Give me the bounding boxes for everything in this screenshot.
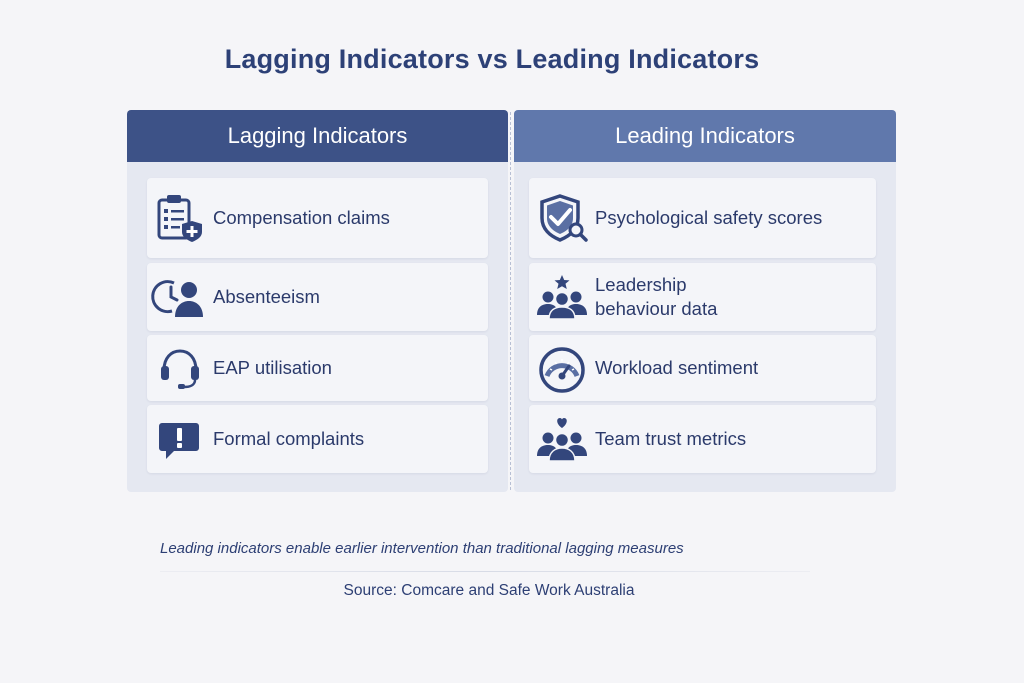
leading-panel-header: Leading Indicators xyxy=(514,110,896,162)
list-item-label: Psychological safety scores xyxy=(595,207,823,228)
list-item-psychological-safety-scores xyxy=(529,178,876,258)
page-title: Lagging Indicators vs Leading Indicators xyxy=(224,44,760,74)
gauge-icon xyxy=(529,335,595,401)
group-heart-icon xyxy=(529,405,595,473)
shield-check-magnifier-icon xyxy=(529,178,595,258)
list-item-leadership-behaviour-data xyxy=(529,263,876,331)
list-item-label: Compensation claims xyxy=(213,207,390,228)
caption: Leading indicators enable earlier intervention than traditional lagging measures xyxy=(160,540,684,557)
headset-icon xyxy=(147,335,213,401)
list-item-label: Leadership behaviour data xyxy=(595,274,718,319)
clock-person-icon xyxy=(147,263,213,331)
list-item-label: Team trust metrics xyxy=(595,428,747,449)
group-star-icon xyxy=(529,263,595,331)
list-item-team-trust-metrics xyxy=(529,405,876,473)
list-item-eap-utilisation xyxy=(147,335,488,401)
source-note: Source: Comcare and Safe Work Australia xyxy=(343,582,635,599)
separator-rule xyxy=(160,571,810,572)
list-item-label: Workload sentiment xyxy=(595,357,759,378)
leading-indicators-panel xyxy=(514,110,896,492)
exclamation-speech-bubble-icon xyxy=(147,405,213,473)
list-item-compensation-claims xyxy=(147,178,488,258)
column-divider xyxy=(510,112,511,490)
list-item-label: Formal complaints xyxy=(213,428,365,449)
lagging-panel-header: Lagging Indicators xyxy=(127,110,508,162)
list-item-label: Absenteeism xyxy=(213,286,320,307)
clipboard-shield-icon xyxy=(147,178,213,258)
list-item-label: EAP utilisation xyxy=(213,357,332,378)
list-item-absenteeism xyxy=(147,263,488,331)
list-item-formal-complaints xyxy=(147,405,488,473)
lagging-indicators-panel xyxy=(127,110,508,492)
list-item-workload-sentiment xyxy=(529,335,876,401)
